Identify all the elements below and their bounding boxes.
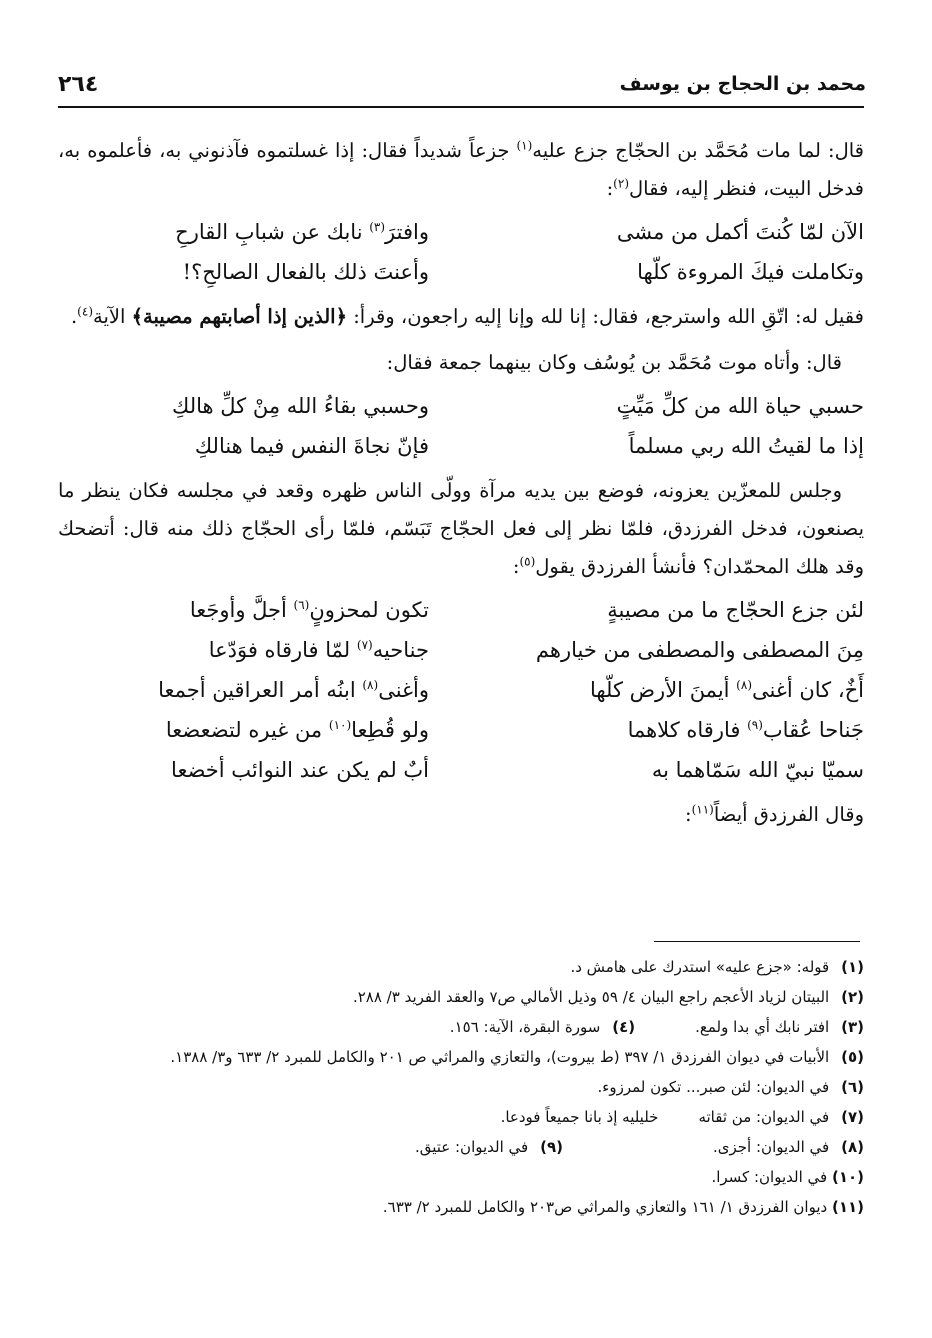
text: وأغنى <box>378 678 429 702</box>
footnote <box>58 1072 864 1102</box>
footnote-ref: (٤) <box>77 304 93 319</box>
verse-hemistich <box>58 750 439 790</box>
footnote-text: ديوان الفرزدق ١/ ١٦١ والتعازي والمراثي ص٢٠٣ والكامل للمبرد ٢/ ٦٣٣. <box>382 1198 828 1216</box>
footnote-number: (٩) <box>540 1138 563 1156</box>
text: سميّا نبيّ الله سَمّاهما به <box>651 758 864 782</box>
footnote-ref: (١) <box>516 138 533 153</box>
main-text <box>58 132 864 834</box>
footnote-ref: (٥) <box>519 554 536 569</box>
footnote-ref: (٦) <box>293 598 310 612</box>
text: أجلَّ وأوجَعا <box>189 598 294 622</box>
footnote-text: في الديوان: كسرا. <box>711 1168 828 1186</box>
text: جناحيه <box>372 638 429 662</box>
text: لئن جزع الحجّاج ما من مصيبةٍ <box>607 598 864 622</box>
footnote-text: في الديوان: لئن صبر... تكون لمرزوء. <box>597 1078 830 1096</box>
footnote-number: (٧) <box>841 1108 864 1126</box>
footnote-text: خليليه إذ بانا جميعاً فودعا. <box>500 1108 659 1126</box>
page-number: ٢٦٤ <box>58 71 99 97</box>
footnote-rule <box>654 941 860 942</box>
text: الآية <box>93 305 132 328</box>
text: مِنَ المصطفى والمصطفى من خيارهم <box>535 638 864 662</box>
footnote-ref: (١٠) <box>328 718 352 732</box>
verse-hemistich: وحسبي بقاءُ الله مِنْ كلِّ هالكِ <box>172 394 429 418</box>
verse-hemistich <box>483 590 864 630</box>
header-rule <box>58 106 864 108</box>
text: قال: لما مات مُحَمَّد بن الحجّاج جزع عليه <box>532 139 865 162</box>
text: وجلس للمعزّين يعزونه، فوضع بين يديه مرآة وولّى الناس ظهره وقعد في مجلسه فكان ينظر ما يصنعون، فدخل الفرزدق، فلمّا نظر إلى فعل الحجّاج تَبَسّم، فلمّا رأى الحجّاج ذلك منه قال: أتضحك وقد هلك المحمّدان؟ فأنشأ الفرزدق يقول <box>58 479 864 578</box>
text: : <box>512 555 520 578</box>
text: نابك عن شبابِ القارحِ <box>175 220 370 244</box>
footnote-ref: (٩) <box>747 718 763 732</box>
verse-hemistich <box>58 212 439 252</box>
text: تكون لمحزونٍ <box>309 598 429 622</box>
page-header <box>58 66 866 102</box>
text: فارقاه كلاهما <box>627 718 748 742</box>
paragraph-5 <box>58 796 864 834</box>
footnote <box>58 1192 864 1222</box>
quran-quote: ﴿الذين إذا أصابتهم مصيبة﴾ <box>131 305 348 328</box>
footnote-ref: (١١) <box>691 802 714 817</box>
verse-hemistich <box>58 630 439 670</box>
verse-hemistich: فإنّ نجاةَ النفس فيما هنالكِ <box>194 434 429 458</box>
footnote <box>58 1012 864 1042</box>
verse-hemistich <box>58 670 439 710</box>
footnote-number: (٢) <box>841 988 864 1006</box>
text: من غيره لتضعضعا <box>165 718 329 742</box>
footnote-number: (٥) <box>841 1048 864 1066</box>
verse-hemistich <box>483 670 864 710</box>
verse-hemistich: حسبي حياة الله من كلِّ مَيِّتٍ <box>616 394 864 418</box>
text: : <box>606 177 614 200</box>
text: وافترَ <box>385 220 429 244</box>
text: جَناحا عُقاب <box>762 718 864 742</box>
footnote-text: سورة البقرة، الآية: ١٥٦. <box>449 1018 601 1036</box>
footnote-number: (٣) <box>841 1018 864 1036</box>
footnote-number: (٨) <box>841 1138 864 1156</box>
text: ابنُه أمر العراقين أجمعا <box>158 678 363 702</box>
running-title: محمد بن الحجاج بن يوسف <box>619 73 866 95</box>
footnote <box>58 982 864 1012</box>
footnote <box>58 1162 864 1192</box>
verse-hemistich: إذا ما لقيتُ الله ربي مسلماً <box>628 434 864 458</box>
verse-hemistich <box>58 590 439 630</box>
text: جزعاً شديداً فقال: إذا غسلتموه فآذنوني به، فأعلموه به، فدخل البيت، فنظر إليه، فقال <box>58 139 864 200</box>
paragraph-3: قال: وأتاه موت مُحَمَّد بن يُوسُف وكان بينهما جمعة فقال: <box>386 351 842 374</box>
footnote-ref: (٨) <box>362 678 379 692</box>
footnotes <box>58 952 864 1222</box>
paragraph-2 <box>58 298 864 336</box>
text: أبٌ لم يكن عند النوائب أخضعا <box>171 758 429 782</box>
poem-3 <box>58 590 864 790</box>
text: : <box>685 803 692 826</box>
text: ولو قُطِعا <box>351 718 429 742</box>
text: لمّا فارقاه فوَدّعا <box>208 638 357 662</box>
text: أيمنَ الأرض كلّها <box>589 678 737 702</box>
footnote-ref: (٢) <box>613 176 629 191</box>
verse-hemistich <box>483 710 864 750</box>
footnote-number: (١) <box>841 958 864 976</box>
text: . <box>70 305 78 328</box>
verse-hemistich: وأعنتَ ذلك بالفعال الصالحِ؟! <box>182 260 429 284</box>
verse-hemistich <box>483 630 864 670</box>
verse-hemistich <box>483 750 864 790</box>
footnote <box>58 1102 864 1132</box>
text: أَخٌ، كان أغنى <box>752 678 864 702</box>
verse-hemistich: وتكاملت فيكَ المروءة كلّها <box>637 260 864 284</box>
text: وقال الفرزدق أيضاً <box>713 803 864 826</box>
poem-2 <box>58 386 864 466</box>
footnote-number: (٤) <box>612 1018 636 1036</box>
footnote-ref: (٣) <box>369 220 386 234</box>
verse-hemistich: الآن لمّا كُنتَ أكمل من مشى <box>616 220 864 244</box>
footnote-text: افتر نابك أي بدا ولمع. <box>695 1018 830 1036</box>
footnote-text: الأبيات في ديوان الفرزدق ١/ ٣٩٧ (ط بيروت)، والتعازي والمراثي ص ٢٠١ والكامل للمبرد ٢/ ٦٣٣ و٣/ ١٣٨٨. <box>170 1048 830 1066</box>
footnote-text: في الديوان: أجزى. <box>713 1138 830 1156</box>
footnote <box>58 1042 864 1072</box>
poem-1 <box>58 212 864 292</box>
paragraph-1 <box>58 132 864 208</box>
footnote-text: البيتان لزياد الأعجم راجع البيان ٤/ ٥٩ وذيل الأمالي ص٧ والعقد الفريد ٣/ ٢٨٨. <box>352 988 830 1006</box>
text: فقيل له: اتّقِ الله واسترجع، فقال: إنا لله وإنا إليه راجعون، وقرأ: <box>347 305 864 328</box>
paragraph-4 <box>58 472 864 586</box>
footnote-ref: (٨) <box>736 678 752 692</box>
verse-hemistich <box>58 710 439 750</box>
footnote-ref: (٧) <box>356 638 373 652</box>
footnote-text: في الديوان: عتيق. <box>414 1138 529 1156</box>
footnote-number: (٦) <box>841 1078 864 1096</box>
footnote-text: في الديوان: من ثقاته <box>698 1108 830 1126</box>
footnote-number: (١٠) <box>831 1168 864 1186</box>
footnote-text: قوله: «جزع عليه» استدرك على هامش د. <box>570 958 830 976</box>
footnote <box>58 952 864 982</box>
footnote <box>58 1132 864 1162</box>
footnote-number: (١١) <box>831 1198 864 1216</box>
